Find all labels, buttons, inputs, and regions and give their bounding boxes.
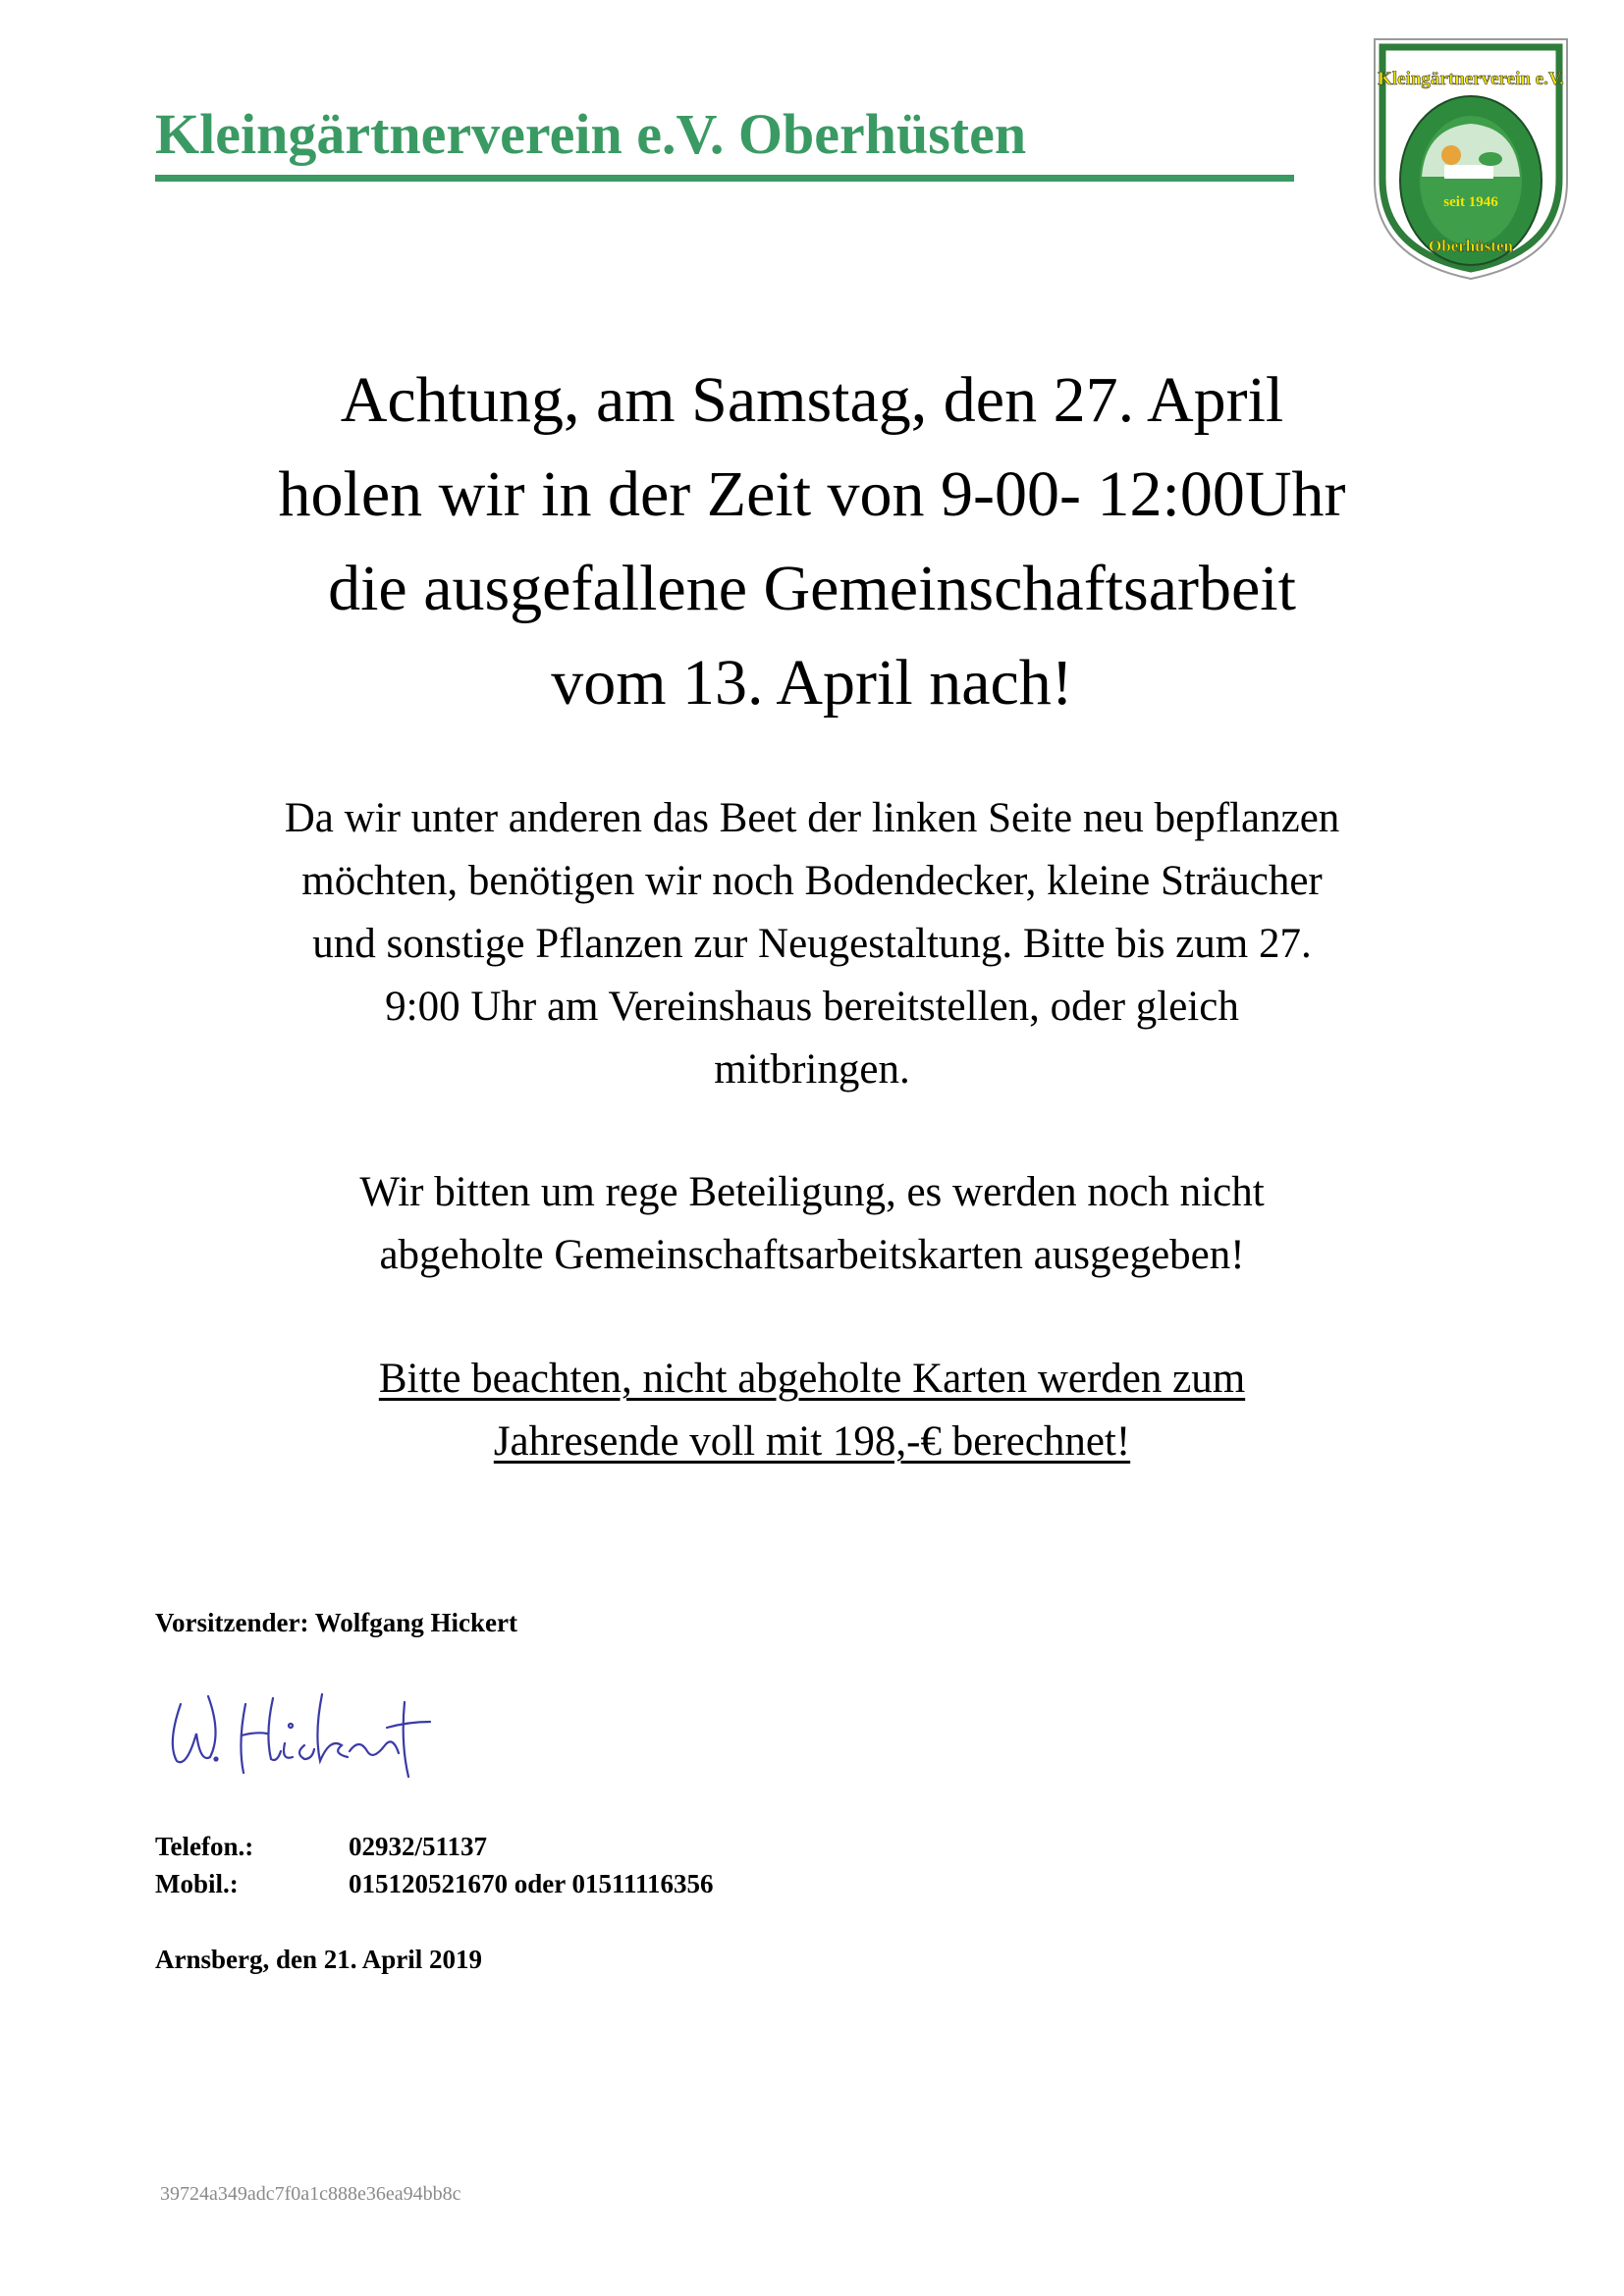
mobile-value: 015120521670 oder 01511116356 [349, 1869, 714, 1898]
club-logo [1371, 33, 1571, 283]
headline-line: vom 13. April nach! [551, 647, 1073, 719]
chairman: Vorsitzender: Wolfgang Hickert [155, 1608, 517, 1637]
paragraph-line: Wir bitten um rege Beteiligung, es werden noch nicht [359, 1169, 1265, 1215]
notice-paragraph [118, 1348, 1506, 1473]
participation-paragraph [118, 1161, 1506, 1287]
paragraph-line: möchten, benötigen wir noch Bodendecker, kleine Sträucher [301, 858, 1323, 904]
svg-text:Kleingärtnerverein e.V.: Kleingärtnerverein e.V. [1378, 69, 1564, 89]
headline-line: die ausgefallene Gemeinschaftsarbeit [328, 553, 1296, 624]
signature [157, 1675, 471, 1783]
paragraph-line: mitbringen. [714, 1046, 910, 1093]
svg-text:Oberhüsten: Oberhüsten [1429, 237, 1513, 255]
headline [118, 353, 1506, 730]
plants-paragraph [118, 787, 1506, 1101]
phone-value: 02932/51137 [349, 1832, 488, 1861]
document-hash: 39724a349adc7f0a1c888e36ea94bb8c [160, 2183, 461, 2205]
paragraph-line: Bitte beachten, nicht abgeholte Karten werden zum [378, 1356, 1246, 1402]
paragraph-line: Jahresende voll mit 198,-€ berechnet! [493, 1418, 1131, 1465]
title-underline [155, 175, 1294, 182]
club-title: Kleingärtnerverein e.V. Oberhüsten [155, 102, 1027, 166]
headline-line: Achtung, am Samstag, den 27. April [340, 364, 1284, 436]
svg-text:seit 1946: seit 1946 [1443, 194, 1498, 210]
headline-line: holen wir in der Zeit von 9-00- 12:00Uhr [278, 458, 1346, 530]
place-date: Arnsberg, den 21. April 2019 [155, 1945, 483, 1974]
phone-label: Telefon.: [155, 1832, 254, 1861]
mobile-label: Mobil.: [155, 1869, 239, 1898]
paragraph-line: abgeholte Gemeinschaftsarbeitskarten ausgegeben! [379, 1232, 1245, 1278]
paragraph-line: und sonstige Pflanzen zur Neugestaltung. Bitte bis zum 27. [312, 921, 1312, 967]
paragraph-line: Da wir unter anderen das Beet der linken Seite neu bepflanzen [284, 795, 1340, 841]
paragraph-line: 9:00 Uhr am Vereinshaus bereitstellen, oder gleich [385, 984, 1239, 1030]
